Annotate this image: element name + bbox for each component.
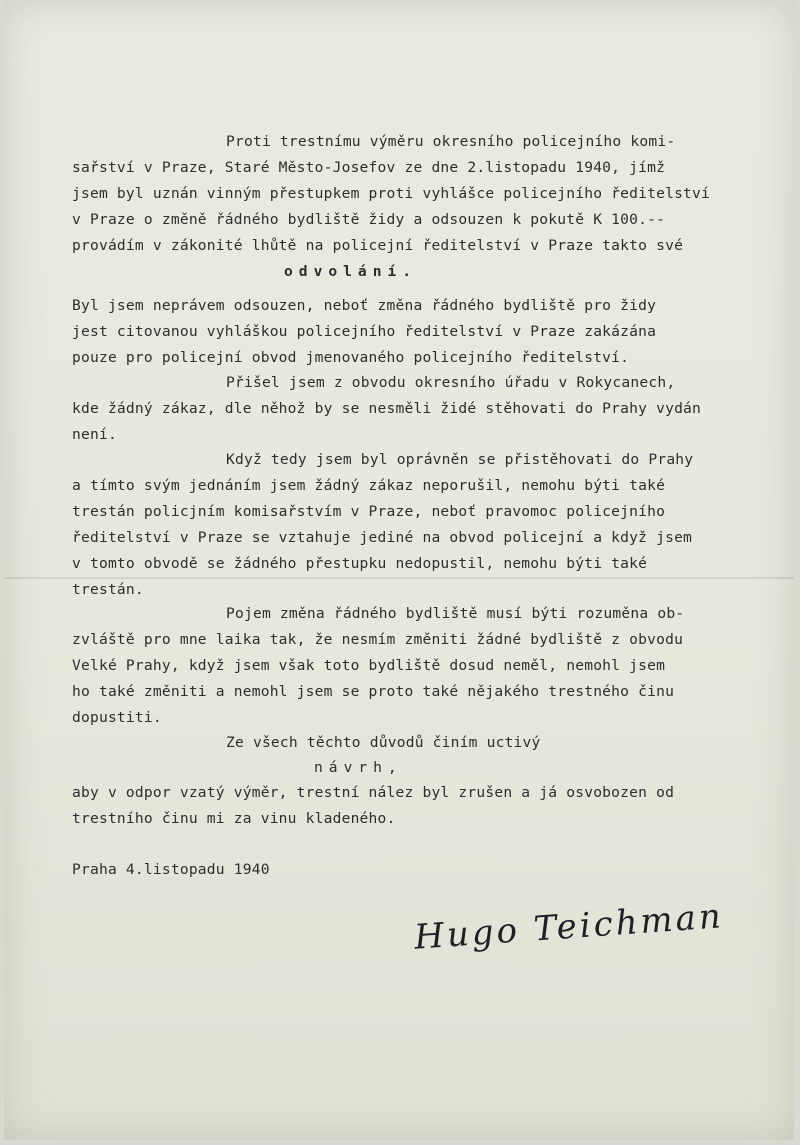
text-line-7: Byl jsem neprávem odsouzen, neboť změna řádného bydliště pro židy <box>72 297 657 314</box>
text-line-26: aby v odpor vzatý výměr, trestní nález byl zrušen a já osvobozen od <box>72 784 675 801</box>
text-line-17: v tomto obvodě se žádného přestupku nedopustil, nemohu býti také <box>72 555 648 572</box>
text-line-11: kde žádný zákaz, dle něhož by se nesměli židé stěhovati do Prahy vydán <box>72 400 702 417</box>
text-line-21: Velké Prahy, když jsem však toto bydliště dosud neměl, nemohl jsem <box>72 657 666 674</box>
text-line-8: jest citovanou vyhláškou policejního ředitelství v Praze zakázána <box>72 323 657 340</box>
text-line-1: Proti trestnímu výměru okresního policejního komi- <box>226 133 676 150</box>
heading-navrh: návrh, <box>314 759 403 776</box>
text-line-9: pouze pro policejní obvod jmenovaného policejního ředitelství. <box>72 349 630 366</box>
text-line-22: ho také změniti a nemohl jsem se proto také nějakého trestného činu <box>72 683 675 700</box>
text-line-20: zvláště pro mne laika tak, že nesmím změniti žádné bydliště z obvodu <box>72 631 684 648</box>
text-line-10: Přišel jsem z obvodu okresního úřadu v Rokycanech, <box>226 374 676 391</box>
text-line-15: trestán policjním komisařstvím v Praze, neboť pravomoc policejního <box>72 503 666 520</box>
text-line-16: ředitelství v Praze se vztahuje jediné na obvod policejní a když jsem <box>72 529 693 546</box>
text-line-2: sařství v Praze, Staré Město-Josefov ze dne 2.listopadu 1940, jímž <box>72 159 666 176</box>
text-line-3: jsem byl uznán vinným přestupkem proti vyhlášce policejního ředitelství <box>72 185 711 202</box>
heading-odvolani: odvolání. <box>284 263 418 280</box>
text-line-27: trestního činu mi za vinu kladeného. <box>72 810 396 827</box>
text-line-18: trestán. <box>72 581 144 598</box>
handwritten-signature: Hugo Teichman <box>412 896 726 958</box>
text-line-12: není. <box>72 426 117 443</box>
text-line-19: Pojem změna řádného bydliště musí býti rozuměna ob- <box>226 605 685 622</box>
place-date: Praha 4.listopadu 1940 <box>72 861 270 878</box>
text-line-4: v Praze o změně řádného bydliště židy a odsouzen k pokutě K 100.-- <box>72 211 666 228</box>
text-line-23: dopustiti. <box>72 709 162 726</box>
text-line-13: Když tedy jsem byl oprávněn se přistěhovati do Prahy <box>226 451 694 468</box>
paper-fold <box>4 577 794 579</box>
document-page <box>4 2 794 1140</box>
text-line-24: Ze všech těchto důvodů činím uctivý <box>226 734 541 751</box>
text-line-5: provádím v zákonité lhůtě na policejní ředitelství v Praze takto své <box>72 237 684 254</box>
text-line-14: a tímto svým jednáním jsem žádný zákaz neporušil, nemohu býti také <box>72 477 666 494</box>
